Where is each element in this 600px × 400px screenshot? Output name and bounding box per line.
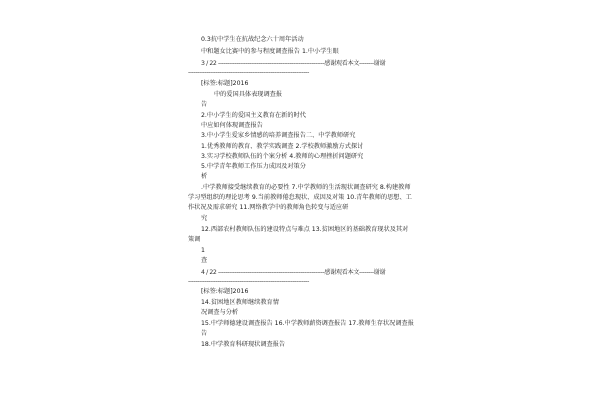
- text-line: 查: [201, 257, 208, 264]
- separator-line: ------------------------------------------------------------------: [188, 69, 309, 76]
- text-line: 告: [201, 101, 208, 108]
- text-line: 5.中学青年教师工作压力成因及对策分: [201, 163, 306, 170]
- text-line: 1: [201, 247, 205, 254]
- header-tag: [标签:标题]2016: [201, 80, 249, 87]
- header-tag: [标签:标题]2016: [201, 288, 249, 295]
- text-line: 中和题女比赛中的参与程度调查报告 1.中小学生眼: [201, 48, 339, 55]
- text-line: .中学教师接受继续教育的必要性 7.中学教师的生活现状调查研究 8.构建教师: [201, 184, 411, 191]
- text-line: 3.中小学生爱家乡情感的培养调查报告二、中学教师研究: [201, 132, 356, 139]
- text-line: 策调: [188, 236, 201, 243]
- text-line: 12.西部农村教师队伍的建设特点与难点 13.贫困地区的基础教育现状及其对: [201, 226, 409, 233]
- text-line: 18.中学教育科研现状调查报告: [201, 341, 286, 348]
- text-line: 况调查与分析: [201, 309, 239, 316]
- text-line: 究: [201, 215, 208, 222]
- text-line: 中应如何体现调查报告: [201, 122, 263, 129]
- text-line: 1.优秀教师的教育、教学实践调查 2.学校教师激励方式探讨: [201, 143, 364, 150]
- text-line: 2.中小学生的爱国主义教育在新的时代: [201, 112, 306, 119]
- text-line: 0.3抗中学生在抗战纪念六十周年活动: [201, 36, 304, 43]
- text-line: 作状况及需求研究 11.网络教学中的教师角色转变与适应研: [188, 204, 349, 211]
- text-line: 中的爱国具体表现调查报: [214, 91, 283, 98]
- page-footer: 3 / 22 ----------------------------------------------------------感谢观看本文--------谢谢: [201, 60, 386, 67]
- text-line: 告: [201, 330, 208, 337]
- page-footer: 4 / 22 ----------------------------------------------------------感谢观看本文--------谢谢: [201, 269, 386, 276]
- separator-line: ------------------------------------------------------------------: [188, 278, 309, 285]
- text-line: 14.贫困地区教师继续教育情: [201, 299, 279, 306]
- text-line: 3.实习学校教师队伍的个案分析 4.教师的心理挫折问题研究: [201, 153, 364, 160]
- text-line: 15.中学师德建设调查报告 16.中学教师薪资调查报告 17.教师生存状况调查报: [201, 320, 414, 327]
- text-line: 析: [201, 173, 208, 180]
- text-line: 学习型组织的理论思考 9.当前教师倦怠现状、成因及对策 10.青年教师的思想、工: [188, 194, 412, 201]
